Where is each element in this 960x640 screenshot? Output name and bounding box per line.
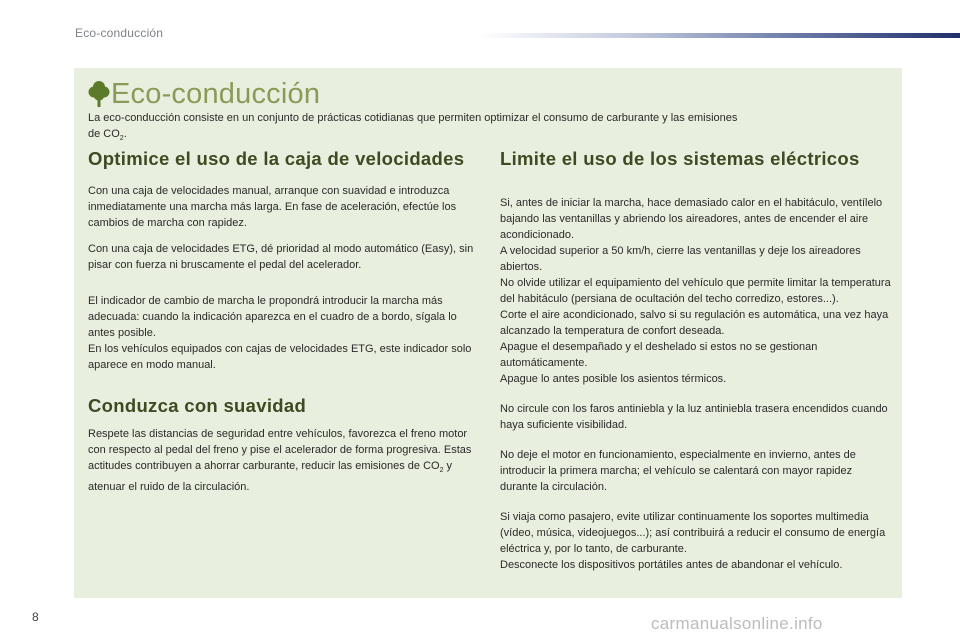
tree-icon [88, 80, 110, 108]
header-title: Eco-conducción [75, 26, 164, 40]
electrical-paragraph-6: Apague lo antes posible los asientos térmicos. [500, 373, 727, 385]
electrical-paragraph-2: A velocidad superior a 50 km/h, cierre las ventanillas y deje los aireadores abiertos. [500, 245, 861, 273]
electrical-paragraph-7: No circule con los faros antiniebla y la luz antiniebla trasera encendidos cuando haya suficiente visibilidad. [500, 403, 888, 431]
heading-smooth-driving: Conduzca con suavidad [88, 395, 307, 416]
intro-text-co2-subscript: 2 [119, 135, 124, 143]
smooth-driving-text: Respete las distancias de seguridad entre vehículos, favorezca el freno motor con respecto al pedal del freno y pise el acelerador de forma progresiva. Estas actitudes contribuyen a ahorrar carburante, reducir las emisiones de CO [88, 428, 472, 472]
gearbox-paragraph-3: El indicador de cambio de marcha le propondrá introducir la marcha más adecuada: cuando la indicación aparezca en el cuadro de a bordo, sígala lo antes posible. [88, 295, 457, 339]
intro-text-co2-prefix: de CO [88, 128, 120, 140]
smooth-driving-co2-subscript: 2 [439, 467, 444, 475]
electrical-paragraph-9: Si viaja como pasajero, evite utilizar continuamente los soportes multimedia (vídeo, música, videojuegos...); así contribuirá a reducir el consumo de energía eléctrica y, por lo tanto, de carburante. [500, 511, 886, 555]
electrical-paragraph-3: No olvide utilizar el equipamiento del vehículo que permite limitar la temperatura del habitáculo (persiana de ocultación del techo corredizo, estores...). [500, 277, 891, 305]
watermark: carmanualsonline.info [651, 614, 823, 633]
electrical-paragraph-5: Apague el desempañado y el deshelado si estos no se gestionan automáticamente. [500, 341, 818, 369]
gearbox-paragraph-4: En los vehículos equipados con cajas de velocidades ETG, este indicador solo aparece en modo manual. [88, 343, 472, 371]
gearbox-paragraph-2: Con una caja de velocidades ETG, dé prioridad al modo automático (Easy), sin pisar con fuerza ni bruscamente el pedal del acelerador. [88, 243, 474, 271]
gearbox-paragraph-1: Con una caja de velocidades manual, arranque con suavidad e introduzca inmediatamente una marcha más larga. En fase de aceleración, efectúe los cambios de marcha con rapidez. [88, 185, 457, 229]
electrical-paragraph-8: No deje el motor en funcionamiento, especialmente en invierno, antes de introducir la primera marcha; el vehículo se calentará con mayor rapidez durante la circulación. [500, 449, 856, 493]
page-title: Eco-conducción [111, 78, 321, 110]
header-gradient-bar [480, 33, 960, 38]
electrical-paragraph-4: Corte el aire acondicionado, salvo si su regulación es automática, una vez haya alcanzado la temperatura de confort deseada. [500, 309, 889, 337]
electrical-paragraph-10: Desconecte los dispositivos portátiles antes de abandonar el vehículo. [500, 559, 843, 571]
intro-text-suffix: . [123, 128, 127, 140]
intro-text: La eco-conducción consiste en un conjunto de prácticas cotidianas que permiten optimizar el consumo de carburante y las emisiones [88, 112, 738, 124]
smooth-driving-paragraph [88, 426, 480, 495]
heading-electrical-systems: Limite el uso de los sistemas eléctricos [500, 148, 860, 169]
smooth-driving-text-suffix: y atenuar el ruido de la circulación. [88, 460, 453, 494]
intro-paragraph [88, 110, 868, 147]
right-column [500, 148, 892, 573]
heading-gearbox: Optimice el uso de la caja de velocidades [88, 148, 465, 169]
page-number: 8 [32, 610, 39, 624]
left-column [88, 148, 480, 495]
electrical-paragraph-1: Si, antes de iniciar la marcha, hace demasiado calor en el habitáculo, ventílelo bajando las ventanillas y abriendo los aireadores, antes de encender el aire acondicionado. [500, 197, 883, 241]
